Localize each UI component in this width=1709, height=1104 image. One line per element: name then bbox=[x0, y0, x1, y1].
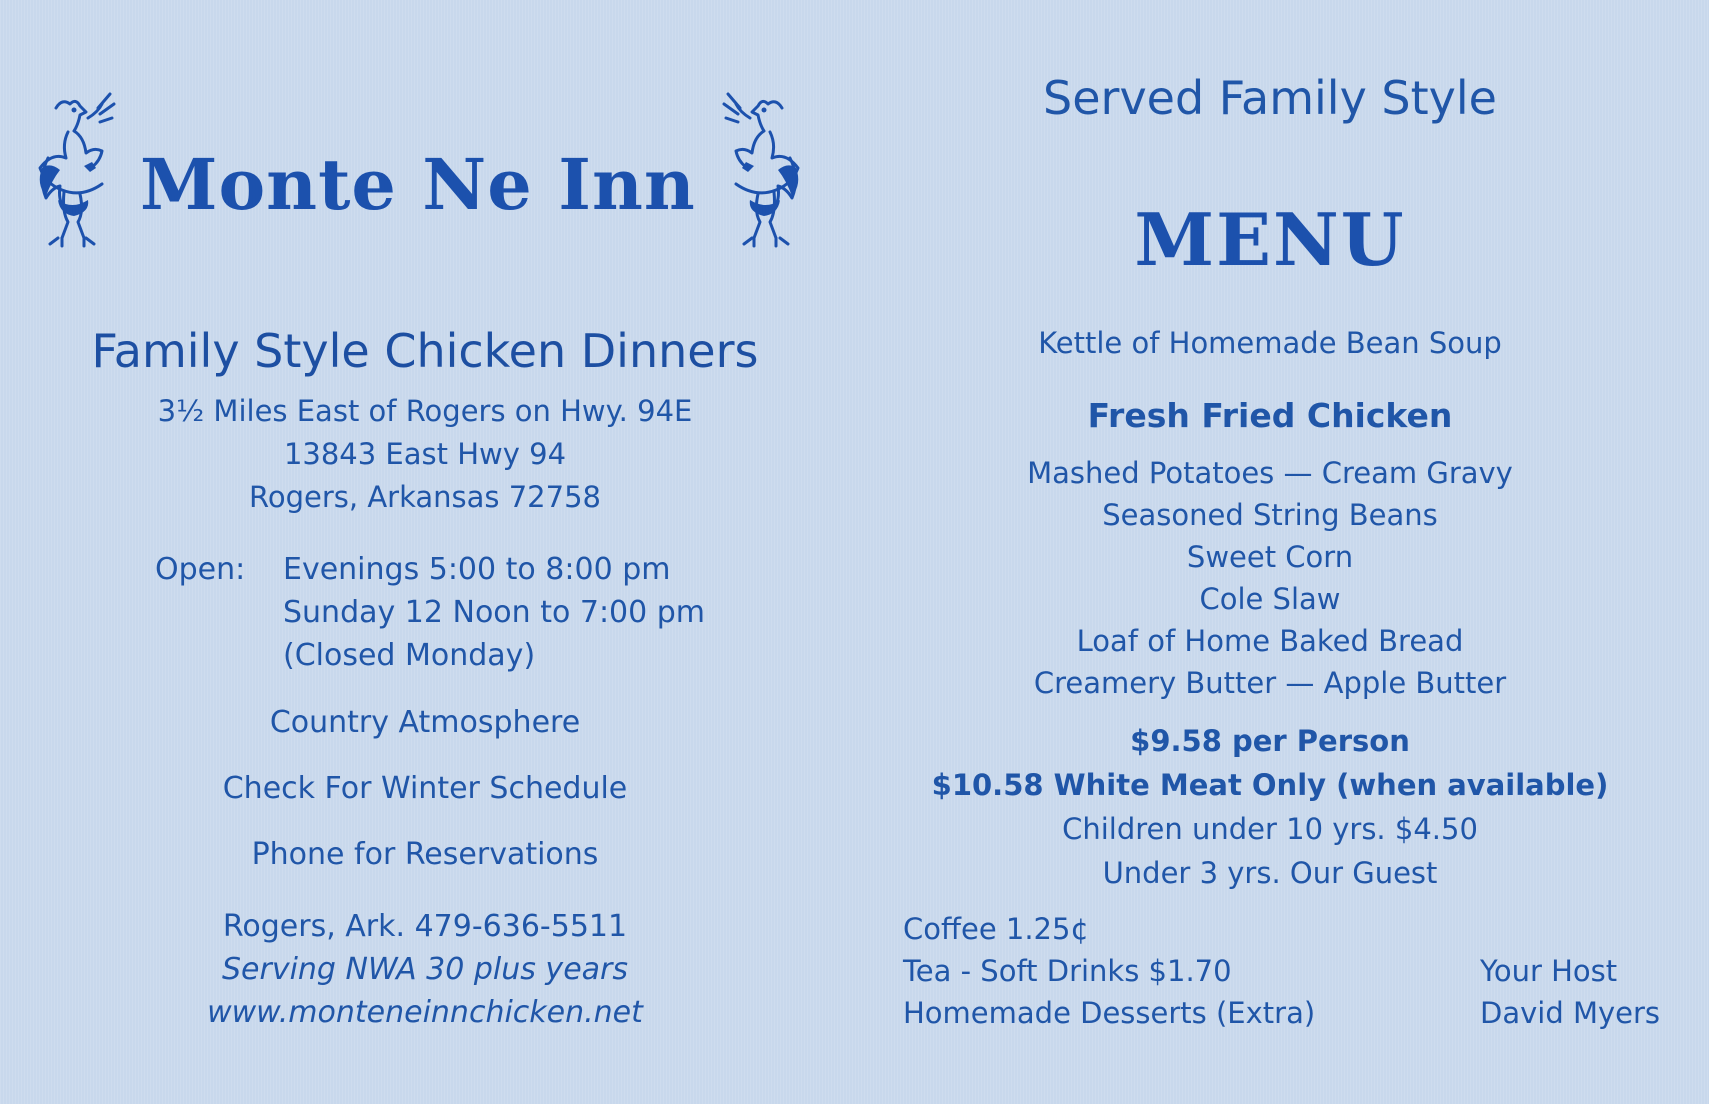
atmosphere-text: Country Atmosphere bbox=[269, 705, 581, 740]
served-heading: Served Family Style bbox=[1043, 71, 1497, 125]
phone-number: Rogers, Ark. 479-636-5511 bbox=[222, 909, 628, 944]
children-price: Children under 10 yrs. $4.50 bbox=[1062, 812, 1478, 846]
address-line: Rogers, Arkansas 72758 bbox=[249, 480, 601, 514]
winter-schedule-text: Check For Winter Schedule bbox=[222, 771, 628, 806]
side-dish: Sweet Corn bbox=[1186, 540, 1354, 574]
beverage-item: Homemade Desserts (Extra) bbox=[903, 996, 1316, 1030]
under-three-note: Under 3 yrs. Our Guest bbox=[1102, 856, 1438, 890]
side-dish: Loaf of Home Baked Bread bbox=[1076, 624, 1464, 658]
menu-item: Kettle of Homemade Bean Soup bbox=[1038, 326, 1502, 360]
reservations-text: Phone for Reservations bbox=[251, 837, 599, 872]
hours-label: Open: bbox=[155, 552, 246, 587]
subtitle: Family Style Chicken Dinners bbox=[91, 324, 759, 378]
address-line: 13843 East Hwy 94 bbox=[283, 437, 567, 471]
menu-title: MENU bbox=[1134, 197, 1406, 282]
side-dish: Creamery Butter — Apple Butter bbox=[1033, 666, 1507, 700]
website-url: www.monteneinnchicken.net bbox=[207, 995, 643, 1030]
price-per-person: $9.58 per Person bbox=[1130, 724, 1410, 758]
rooster-icon bbox=[28, 88, 128, 258]
side-dish: Cole Slaw bbox=[1199, 582, 1341, 616]
hours-line: (Closed Monday) bbox=[283, 638, 536, 673]
address-line: 3½ Miles East of Rogers on Hwy. 94E bbox=[157, 394, 693, 428]
side-dish: Seasoned String Beans bbox=[1102, 498, 1438, 532]
side-dish: Mashed Potatoes — Cream Gravy bbox=[1027, 456, 1513, 490]
host-name: David Myers bbox=[1480, 996, 1661, 1030]
hours-line: Sunday 12 Noon to 7:00 pm bbox=[283, 595, 706, 630]
hours-line: Evenings 5:00 to 8:00 pm bbox=[283, 552, 671, 587]
serving-tagline: Serving NWA 30 plus years bbox=[221, 952, 628, 987]
host-label: Your Host bbox=[1480, 954, 1618, 988]
restaurant-name: Monte Ne Inn bbox=[140, 143, 696, 226]
price-white-meat: $10.58 White Meat Only (when available) bbox=[931, 768, 1609, 802]
rooster-icon bbox=[710, 88, 810, 258]
main-dish: Fresh Fried Chicken bbox=[1087, 396, 1453, 435]
beverage-item: Tea - Soft Drinks $1.70 bbox=[903, 954, 1232, 988]
beverage-item: Coffee 1.25¢ bbox=[903, 912, 1089, 946]
